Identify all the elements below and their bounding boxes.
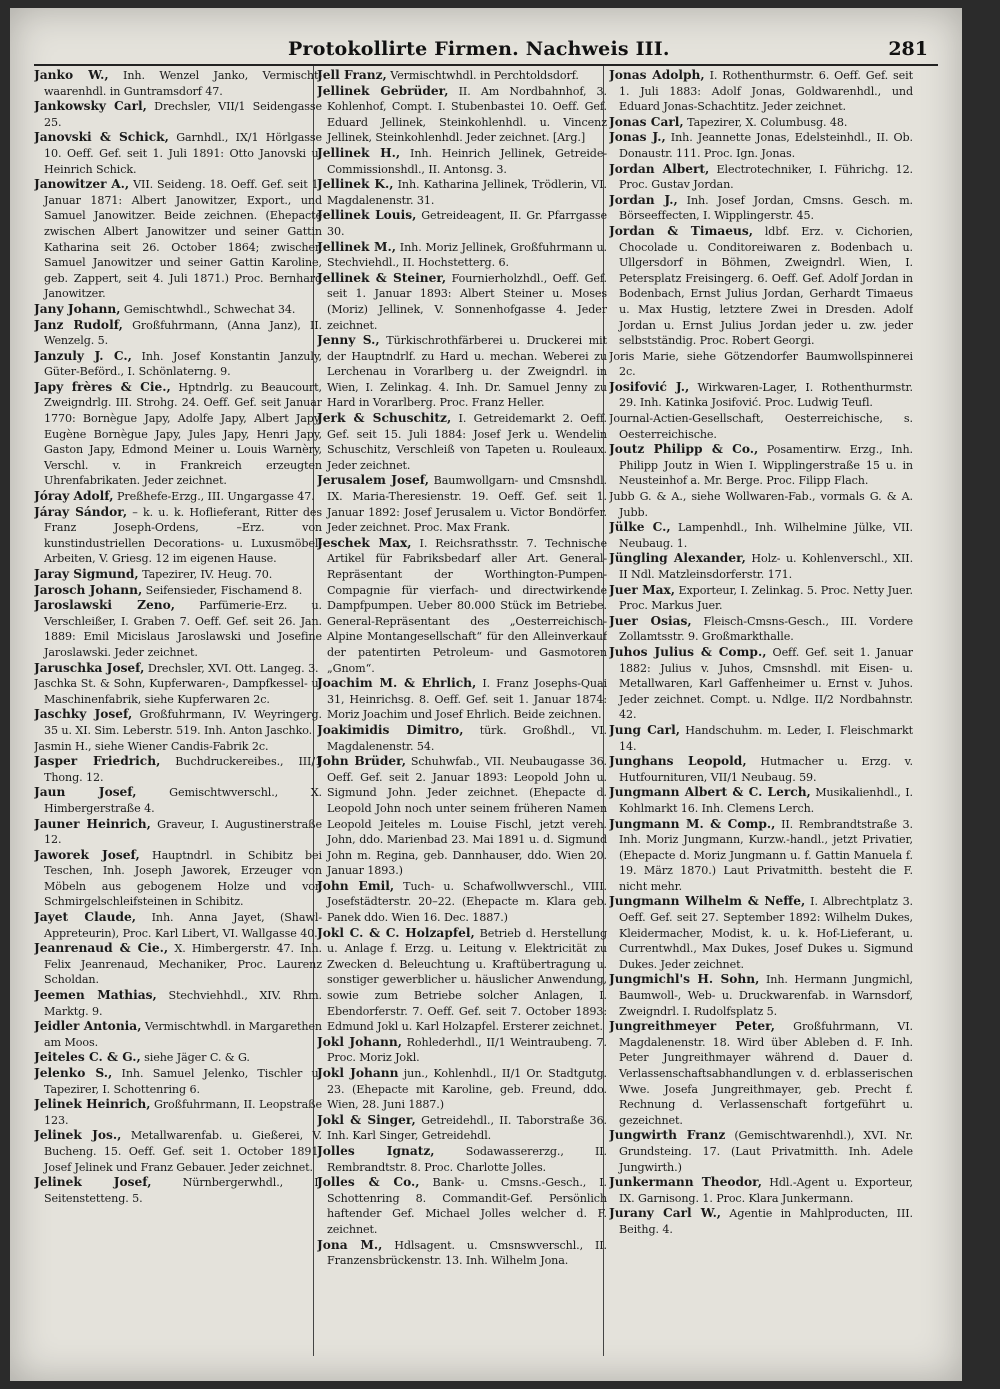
firm-name: Jokl Johann,	[317, 1034, 402, 1049]
directory-entry	[317, 926, 607, 1035]
firm-name: John Brüder,	[317, 754, 406, 769]
directory-entry	[34, 1050, 322, 1066]
firm-details: I. Franz Josephs-Quai 31, Heinrichsg. 8. Oeff. Gef. seit 1. Januar 1874: Moriz Joachim und Josef Ehrlich. Beide zeichnen.	[327, 677, 607, 722]
firm-name: Jellinek K.,	[317, 177, 394, 192]
firm-details: Holz- u. Kohlenverschl., XII. II Ndl. Matzleinsdorferstr. 171.	[619, 552, 913, 581]
firm-details: Musikalienhdl., I. Kohlmarkt 16. Inh. Clemens Lerch.	[619, 786, 913, 815]
firm-details: Vermischtwhdl. in Perchtoldsdorf.	[390, 69, 579, 82]
directory-entry	[609, 224, 913, 349]
firm-name: Joutz Philipp & Co.,	[609, 442, 759, 457]
directory-entry	[34, 910, 322, 941]
firm-name: Janz Rudolf,	[34, 317, 123, 332]
firm-details: Baumwollgarn- und Cmsnshdl. IX. Maria-Theresienstr. 19. Oeff. Gef. seit 1. Januar 1892: Josef Jerusalem u. Victor Bondörfer. Jeder zeichnet. Proc. Max Frank.	[327, 474, 607, 535]
firm-details: Großfuhrmann, IV. Weyringerg. 35 u. XI. Sim. Leberstr. 519. Inh. Anton Jaschko.	[44, 708, 322, 737]
directory-entry	[317, 536, 607, 676]
firm-name: Janovski & Schick,	[34, 130, 169, 145]
firm-name: Jayet Claude,	[34, 910, 137, 925]
firm-details: Tapezirer, X. Columbusg. 48.	[687, 115, 848, 129]
firm-name: Jell Franz,	[317, 68, 387, 82]
directory-entry	[34, 130, 322, 177]
firm-details: Bank- u. Cmsns.-Gesch., I. Schottenring 8. Commandit-Gef. Persönlich haftender Gef. Michael Jolles welcher d. F. zeichnet.	[327, 1176, 607, 1236]
firm-name: Jellinek H.,	[317, 145, 401, 160]
directory-entry	[609, 817, 913, 895]
firm-name: Janko W.,	[34, 68, 109, 82]
directory-entry	[609, 380, 913, 411]
directory-entry	[34, 505, 322, 567]
firm-details: jun., Kohlenhdl., II/1 Or. Stadtgutg. 23. (Ehepacte mit Karoline, geb. Freund, ddo. Wien, 28. Juni 1887.)	[327, 1067, 607, 1112]
firm-name: Jankowsky Carl,	[34, 99, 147, 114]
firm-name: Jungreithmeyer Peter,	[609, 1019, 775, 1034]
firm-details: Inh. Wenzel Janko, Vermischt-waarenhdl. in Guntramsdorf 47.	[44, 69, 322, 98]
firm-name: Jauner Heinrich,	[34, 816, 151, 831]
directory-entry	[609, 349, 913, 380]
firm-name: Jeidler Antonia,	[34, 1019, 142, 1034]
firm-details: Großfuhrmann, II. Leopstraße 123.	[44, 1098, 322, 1127]
firm-name: Járay Sándor,	[34, 504, 128, 519]
firm-name: Jelinek Heinrich,	[34, 1097, 151, 1112]
firm-name: Jonas Carl,	[609, 114, 684, 129]
directory-entry	[317, 676, 607, 723]
firm-name: Jaray Sigmund,	[34, 567, 139, 581]
firm-details: – k. u. k. Hoflieferant, Ritter des Franz Joseph-Ordens, –Erz. von kunstindustriellen Decorations- u. Luxusmöbel-Arbeiten, V. Griesg. 12 im eigenen Hause.	[44, 505, 322, 566]
firm-details: Nürnbergerwhdl., I. Seitenstetteng. 5.	[44, 1176, 322, 1205]
directory-entry	[609, 68, 913, 115]
firm-details: Seifensieder, Fischamend 8.	[145, 583, 303, 597]
firm-name: Juhos Julius & Comp.,	[609, 644, 767, 659]
firm-name: Jeschek Max,	[317, 535, 412, 550]
firm-details: Gemischtwverschl., X. Himbergerstraße 4.	[44, 786, 322, 815]
firm-details: Drechsler, VII/1 Seidengasse 25.	[44, 100, 322, 129]
firm-details: Preßhefe-Erzg., III. Ungargasse 47.	[116, 490, 315, 504]
firm-name: Jaruschka Josef,	[34, 660, 145, 675]
directory-entry	[317, 879, 607, 926]
firm-name: Jungmichl's H. Sohn,	[609, 972, 760, 987]
firm-name: Jany Johann,	[34, 301, 121, 316]
directory-entry	[609, 894, 913, 972]
firm-name: Josifović J.,	[609, 379, 690, 394]
directory-entry	[317, 754, 607, 879]
directory-entry	[609, 1175, 913, 1206]
directory-entry	[34, 380, 322, 489]
firm-name: Jellinek Gebrüder,	[317, 83, 449, 98]
firm-details: Joris Marie, siehe Götzendorfer Baumwollspinnerei 2c.	[609, 349, 913, 379]
firm-details: Inh. Moriz Jellinek, Großfuhrmann u. Stechviehdl., II. Hochstetterg. 6.	[327, 240, 607, 270]
firm-details: Jubb G. & A., siehe Wollwaren-Fab., vormals G. & A. Jubb.	[609, 490, 913, 519]
firm-details: Inh. Anna Jayet, (Shawl-Appreteurin), Proc. Karl Libert, VI. Wallgasse 40.	[44, 911, 322, 940]
directory-entry	[609, 645, 913, 723]
firm-name: Jung Carl,	[609, 722, 680, 737]
firm-name: Jolles & Co.,	[317, 1175, 420, 1190]
firm-name: Janowitzer A.,	[34, 177, 130, 192]
firm-details: Agentie in Mahlproducten, III. Beithg. 4.	[619, 1207, 913, 1236]
firm-name: Jokl Johann	[317, 1066, 399, 1080]
firm-details: Handschuhm. m. Leder, I. Fleischmarkt 14.	[619, 723, 913, 753]
directory-entry	[317, 177, 607, 208]
firm-details: Graveur, I. Augustinerstraße 12.	[44, 817, 322, 847]
directory-entry	[34, 1019, 322, 1050]
directory-entry	[34, 489, 322, 505]
firm-details: Getreideagent, II. Gr. Pfarrgasse 30.	[327, 209, 607, 238]
firm-details: II. Rembrandtstraße 3. Inh. Moriz Jungmann, Kurzw.-handl., jetzt Privatier, (Ehepacte d. Moriz Jungmann u. f. Gattin Manuela f. 19. März 1870.) Laut Privatmitth. besteht die F. nicht mehr.	[619, 817, 913, 893]
directory-entry	[34, 302, 322, 318]
firm-name: Junkermann Theodor,	[609, 1175, 762, 1190]
firm-name: Jasper Friedrich,	[34, 754, 161, 769]
column-right	[609, 68, 913, 1348]
directory-entry	[34, 754, 322, 785]
firm-details: Fournierholzhdl., Oeff. Gef. seit 1. Januar 1893: Albert Steiner u. Moses (Moriz) Jellinek, V. Sonnenhofgasse 4. Jeder zeichnet.	[327, 271, 607, 332]
firm-details: I. Reichsrathsstr. 7. Technische Artikel für Fabriksbedarf aller Art. General-Repräsentant der Worthington-Pumpen-Compagnie für vierfach- und directwirkende Dampfpumpen. Ueber 80.000 Stück im Betriebe. General-Repräsentant des „Oesterreichisch-Alpine Montangesellschaft“ für den Alleinverkauf der patentirten Petroleum- und Gasmotoren „Gnom“.	[327, 536, 607, 675]
firm-details: Inh. Josef Jordan, Cmsns. Gesch. m. Börseeffecten, I. Wipplingerstr. 45.	[619, 193, 913, 223]
directory-entry	[34, 707, 322, 738]
directory-entry	[317, 240, 607, 271]
firm-name: Jelenko S.,	[34, 1066, 113, 1080]
directory-entry	[609, 193, 913, 224]
firm-name: Jelinek Josef,	[34, 1175, 152, 1190]
firm-name: Jordan J.,	[609, 192, 678, 207]
page-number: 281	[888, 38, 928, 60]
directory-entry	[609, 442, 913, 489]
directory-entry	[34, 567, 322, 583]
firm-name: Jóray Adolf,	[34, 489, 114, 504]
firm-details: Hdlsagent. u. Cmsnswverschl., II. Franzensbrückenstr. 13. Inh. Wilhelm Jona.	[327, 1238, 607, 1268]
firm-name: Jokl C. & C. Holzapfel,	[317, 925, 475, 940]
firm-details: Jaschka St. & Sohn, Kupferwaren-, Dampfkessel- u. Maschinenfabrik, siehe Kupferwaren 2c.	[34, 677, 322, 706]
firm-details: Großfuhrmann, (Anna Janz), II. Wenzelg. 5.	[44, 318, 322, 348]
firm-name: Janzuly J. C.,	[34, 348, 132, 363]
firm-details: Großfuhrmann, VI. Magdalenenstr. 18. Wird über Ableben d. F. Inh. Peter Jungreithmayer während d. Dauer d. Verlassenschaftsabhandlungen v. d. erblasserischen Wwe. Josefa Jungreithmayer, geb. Precht f. Rechnung d. Verlassenschaft fortgeführt u. gezeichnet.	[619, 1020, 913, 1127]
firm-details: Wirkwaren-Lager, I. Rothenthurmstr. 29. Inh. Katinka Josifović. Proc. Ludwig Teufl.	[619, 380, 913, 410]
firm-details: Buchdruckereibes., III/1 Thong. 12.	[44, 755, 322, 784]
column-left	[34, 68, 322, 1348]
directory-entry	[34, 739, 322, 755]
firm-name: Japy frères & Cie.,	[34, 379, 171, 394]
firm-name: Juer Max,	[609, 582, 675, 597]
firm-details: Journal-Actien-Gesellschaft, Oesterreichische, s. Oesterreichische.	[609, 412, 913, 441]
firm-name: Joakimidis Dimitro,	[317, 722, 464, 737]
directory-entry	[609, 130, 913, 161]
firm-name: Jerk & Schuschitz,	[317, 411, 452, 426]
firm-name: Jolles Ignatz,	[317, 1143, 435, 1158]
directory-entry	[317, 271, 607, 333]
firm-name: Jeanrenaud & Cie.,	[34, 941, 169, 956]
directory-entry	[317, 333, 607, 411]
directory-entry	[317, 473, 607, 535]
firm-details: Inh. Heinrich Jellinek, Getreide-Commissionshdl., II. Antonsg. 3.	[327, 146, 607, 176]
directory-entry	[34, 1175, 322, 1206]
firm-name: Jungmann Albert & C. Lerch,	[609, 785, 811, 800]
firm-name: Jülke C.,	[609, 520, 671, 535]
firm-name: Jelinek Jos.,	[34, 1128, 122, 1143]
directory-entry	[34, 988, 322, 1019]
directory-entry	[34, 598, 322, 660]
firm-name: Jaschky Josef,	[34, 707, 133, 722]
directory-entry	[317, 146, 607, 177]
directory-entry	[317, 1238, 607, 1269]
column-middle	[317, 68, 607, 1348]
firm-name: Jungmann M. & Comp.,	[609, 816, 776, 831]
firm-name: Jaun Josef,	[34, 785, 137, 800]
firm-name: Joachim M. & Ehrlich,	[317, 676, 477, 691]
firm-details: I. Albrechtplatz 3. Oeff. Gef. seit 27. September 1892: Wilhelm Dukes, Kleidermacher, Modist, k. u. k. Hof-Lieferant, u. Currentwhdl., Max Dukes, Josef Dukes u. Sigmund Dukes. Jeder zeichnet.	[619, 895, 913, 971]
directory-entry	[34, 349, 322, 380]
page-title: Protokollirte Firmen. Nachweis III.	[288, 38, 670, 60]
firm-details: Inh. Katharina Jellinek, Trödlerin, VI. Magdalenenstr. 31.	[327, 178, 607, 207]
firm-name: Jurany Carl W.,	[609, 1206, 722, 1221]
firm-name: Jonas J.,	[609, 130, 666, 145]
directory-entry	[317, 84, 607, 146]
directory-entry	[34, 676, 322, 707]
firm-name: Juer Osias,	[609, 613, 692, 628]
firm-details: Garnhdl., IX/1 Hörlgasse 10. Oeff. Gef. seit 1. Juli 1891: Otto Janovski u. Heinrich Schick.	[44, 131, 322, 176]
header-rule	[34, 64, 938, 66]
directory-entry	[34, 817, 322, 848]
directory-entry	[34, 1097, 322, 1128]
directory-entry	[609, 162, 913, 193]
firm-details: X. Himbergerstr. 47. Inh. Felix Jeanrenaud, Mechaniker, Proc. Laurenz Scholdan.	[44, 942, 322, 987]
firm-details: Hptndrlg. zu Beaucourt, Zweigndrlg. III. Strohg. 24. Oeff. Gef. seit Januar 1770: Bornègue Japy, Adolfe Japy, Albert Japy, Eugène Bornègue Japy, Jules Japy, Henri Japy, Gaston Japy, Edmond Meiner u. Louis Warnèry, Verschl. v. in Frankreich erzeugten Uhrenfabrikaten. Jeder zeichnet.	[44, 380, 322, 488]
directory-entry	[317, 208, 607, 239]
firm-name: Jellinek & Steiner,	[317, 270, 447, 285]
directory-entry	[317, 1035, 607, 1066]
firm-name: Jonas Adolph,	[609, 68, 705, 82]
firm-name: Jordan Albert,	[609, 161, 710, 176]
firm-details: VII. Seideng. 18. Oeff. Gef. seit 1. Januar 1871: Albert Janowitzer, Export., und Samuel Janowitzer. Beide zeichnen. (Ehepacte zwischen Albert Janowitzer und seiner Gattin Katharina seit 26. October 1864; zwischen Samuel Janowitzer und seiner Gattin Karoline, geb. Zappert, seit 4. Juli 1871.) Proc. Bernhard Janowitzer.	[44, 178, 322, 301]
directory-entry	[34, 583, 322, 599]
firm-name: Jaworek Josef,	[34, 847, 140, 862]
firm-name: Jungmann Wilhelm & Neffe,	[609, 894, 806, 909]
firm-name: Jokl & Singer,	[317, 1112, 416, 1127]
firm-details: Metallwarenfab. u. Gießerei, V. Bucheng. 15. Oeff. Gef. seit 1. October 1891: Josef Jelinek und Franz Gebauer. Jeder zeichnet.	[44, 1129, 322, 1174]
directory-entry	[609, 614, 913, 645]
firm-details: Betrieb d. Herstellung u. Anlage f. Erzg. u. Leitung v. Elektricität zu Zwecken d. Beleuchtung u. Kraftübertragung u. sonstiger gewerblicher u. häuslicher Anwendung, sowie zum Betriebe solcher Anlagen, I. Ebendorferstr. 7. Oeff. Gef. seit 7. October 1893: Edmund Jokl u. Karl Holzapfel. Ersterer zeichnet.	[327, 926, 607, 1034]
firm-details: Inh. Hermann Jungmichl, Baumwoll-, Web- u. Druckwarenfab. in Warnsdorf, Zweigndrl. I. Rudolfsplatz 5.	[619, 973, 913, 1018]
directory-entry	[34, 848, 322, 910]
firm-name: Jordan & Timaeus,	[609, 223, 754, 238]
firm-details: Oeff. Gef. seit 1. Januar 1882: Julius v. Juhos, Cmsnshdl. mit Eisen- u. Metallwaren, Karl Gaffenheimer u. Ernst v. Juhos. Jeder zeichnet. Compt. u. Ndlge. II/2 Nordbahnstr. 42.	[619, 645, 913, 722]
directory-entry	[609, 1019, 913, 1128]
firm-details: Exporteur, I. Zelinkag. 5. Proc. Netty Juer. Proc. Markus Juer.	[619, 583, 913, 613]
firm-name: Jerusalem Josef,	[317, 473, 430, 488]
firm-details: türk. Großhdl., VI. Magdalenenstr. 54.	[327, 723, 607, 753]
firm-name: Jellinek Louis,	[317, 208, 417, 223]
firm-details: Getreidehdl., II. Taborstraße 36. Inh. Karl Singer, Getreidehdl.	[327, 1113, 607, 1143]
firm-name: Jeemen Mathias,	[34, 988, 157, 1003]
firm-name: Jona M.,	[317, 1237, 383, 1252]
firm-details: (Gemischtwarenhdl.), XVI. Nr. Grundsteing. 17. (Laut Privatmitth. Inh. Adele Jungwirth.)	[619, 1129, 913, 1174]
firm-details: Türkischrothfärberei u. Druckerei mit der Hauptndrlf. zu Hard u. mechan. Weberei zu Lerchenau in Vorarlberg u. der Zweigndrl. in Wien, I. Zelinkag. 4. Inh. Dr. Samuel Jenny zu Hard in Vorarlberg. Proc. Franz Heller.	[327, 334, 607, 410]
directory-entry	[34, 1128, 322, 1175]
directory-entry	[317, 1066, 607, 1113]
directory-entry	[609, 520, 913, 551]
directory-entry	[609, 785, 913, 816]
firm-details: Inh. Samuel Jelenko, Tischler u. Tapezirer, I. Schottenring 6.	[44, 1067, 322, 1096]
firm-details: Fleisch-Cmsns-Gesch., III. Vordere Zollamtsstr. 9. Großmarkthalle.	[619, 614, 913, 644]
firm-details: Schuhwfab., VII. Neubaugasse 36. Oeff. Gef. seit 2. Januar 1893: Leopold John u. Sigmund John. Jeder zeichnet. (Ehepacte d. Leopold John noch unter seinem früheren Namen Leopold Jeiteles m. Louise Fischl, jetzt vereh. John, ddo. Marienbad 23. Mai 1891 u. d. Sigmund John m. Regina, geb. Dannhauser, ddo. Wien 20. Januar 1893.)	[327, 755, 607, 878]
firm-details: Sodawassererzg., II. Rembrandtstr. 8. Proc. Charlotte Jolles.	[327, 1144, 607, 1174]
directory-entry	[609, 489, 913, 520]
directory-entry	[609, 411, 913, 442]
firm-details: Tapezirer, IV. Heug. 70.	[142, 568, 273, 581]
directory-entry	[317, 723, 607, 754]
directory-entry	[317, 1175, 607, 1237]
firm-details: Parfümerie-Erz. u. Verschleißer, I. Graben 7. Oeff. Gef. seit 26. Jan. 1889: Emil Micislaus Jaroslawski und Josefine Jaroslawski. Jeder zeichnet.	[44, 599, 322, 659]
firm-details: II. Am Nordbahnhof, 3. Kohlenhof, Compt. I. Stubenbastei 10. Oeff. Gef. Eduard Jellinek, Steinkohlenhdl. u. Vincenz Jellinek, Steinkohlenhdl. Jeder zeichnet. [Arg.]	[327, 84, 607, 145]
firm-name: Junghans Leopold,	[609, 754, 747, 769]
firm-details: Rohlederhdl., II/1 Weintraubeng. 7. Proc. Moriz Jokl.	[327, 1035, 607, 1065]
firm-name: John Emil,	[317, 878, 395, 893]
firm-details: Lampenhdl., Inh. Wilhelmine Jülke, VII. Neubaug. 1.	[619, 521, 913, 550]
firm-name: Jeiteles C. & G.,	[34, 1050, 141, 1065]
directory-entry	[317, 1113, 607, 1144]
firm-details: Vermischtwhdl. in Margarethen am Moos.	[44, 1020, 322, 1049]
directory-entry	[609, 754, 913, 785]
directory-entry	[609, 972, 913, 1019]
directory-page	[10, 8, 962, 1381]
firm-name: Jenny S.,	[317, 333, 380, 348]
firm-details: Hdl.-Agent u. Exporteur, IX. Garnisong. 1. Proc. Klara Junkermann.	[619, 1176, 913, 1205]
directory-entry	[34, 177, 322, 302]
directory-entry	[609, 115, 913, 131]
directory-entry	[34, 99, 322, 130]
firm-details: Inh. Josef Konstantin Janzuly, Güter-Beförd., I. Schönlaterng. 9.	[44, 349, 322, 379]
firm-details: siehe Jäger C. & G.	[144, 1051, 250, 1065]
firm-details: Electrotechniker, I. Führichg. 12. Proc. Gustav Jordan.	[619, 162, 913, 192]
firm-details: I. Rothenthurmstr. 6. Oeff. Gef. seit 1. Juli 1883: Adolf Jonas, Goldwarenhdl., und Eduard Jonas-Schachtitz. Jeder zeichnet.	[619, 69, 913, 114]
firm-details: Inh. Jeannette Jonas, Edelsteinhdl., II. Ob. Donaustr. 111. Proc. Ign. Jonas.	[619, 131, 913, 160]
firm-details: Hauptndrl. in Schibitz bei Teschen, Inh. Joseph Jaworek, Erzeuger von Möbeln aus gebogenem Holze und von Schmirgelschleifsteinen in Schibitz.	[44, 848, 322, 909]
directory-entry	[609, 723, 913, 754]
firm-name: Jarosch Johann,	[34, 582, 143, 597]
directory-entry	[609, 551, 913, 582]
firm-name: Jungwirth Franz	[609, 1128, 726, 1143]
firm-details: Gemischtwhdl., Schwechat 34.	[123, 302, 296, 316]
directory-entry	[34, 1066, 322, 1097]
directory-entry	[34, 785, 322, 816]
firm-details: Jasmin H., siehe Wiener Candis-Fabrik 2c.	[34, 739, 269, 753]
directory-entry	[34, 68, 322, 99]
directory-entry	[317, 1144, 607, 1175]
firm-name: Jaroslawski Zeno,	[34, 598, 175, 613]
firm-name: Jüngling Alexander,	[609, 551, 746, 566]
firm-details: Drechsler, XVI. Ott. Langeg. 3.	[147, 661, 319, 675]
firm-name: Jellinek M.,	[317, 239, 396, 254]
directory-entry	[317, 411, 607, 473]
directory-entry	[317, 68, 607, 84]
directory-entry	[609, 1206, 913, 1237]
directory-entry	[609, 583, 913, 614]
firm-details: I. Getreidemarkt 2. Oeff. Gef. seit 15. Juli 1884: Josef Jerk u. Wendelin Schuschitz, Verschleiß von Tapeten u. Rouleaux. Jeder zeichnet.	[327, 412, 607, 472]
directory-entry	[34, 661, 322, 677]
directory-entry	[34, 318, 322, 349]
firm-details: Hutmacher u. Erzg. v. Hutfournituren, VII/1 Neubaug. 59.	[619, 755, 913, 784]
firm-details: Posamentirw. Erzg., Inh. Philipp Joutz in Wien I. Wipplingerstraße 15 u. in Neusteinhof a. Mr. Berge. Proc. Filipp Flach.	[619, 443, 913, 488]
directory-entry	[34, 941, 322, 988]
firm-details: Stechviehhdl., XIV. Rhm. Marktg. 9.	[44, 989, 322, 1018]
firm-details: ldbf. Erz. v. Cichorien, Chocolade u. Conditoreiwaren z. Bodenbach u. Ullgersdorf in Böhmen, Zweigndrl. Wien, I. Petersplatz Freisingerg. 6. Oeff. Gef. Adolf Jordan in Bodenbach, Ernst Julius Jordan, Gerhardt Timaeus u. Max Hustig, letztere Zwei in Dresden. Adolf Jordan u. Ernst Julius Jordan jeder u. zw. jeder selbstständig. Proc. Robert Georgi.	[619, 224, 913, 348]
directory-entry	[609, 1128, 913, 1175]
firm-details: Tuch- u. Schafwollwverschl., VIII. Josefstädterstr. 20–22. (Ehepacte m. Klara geb. Panek ddo. Wien 16. Dec. 1887.)	[327, 879, 607, 925]
